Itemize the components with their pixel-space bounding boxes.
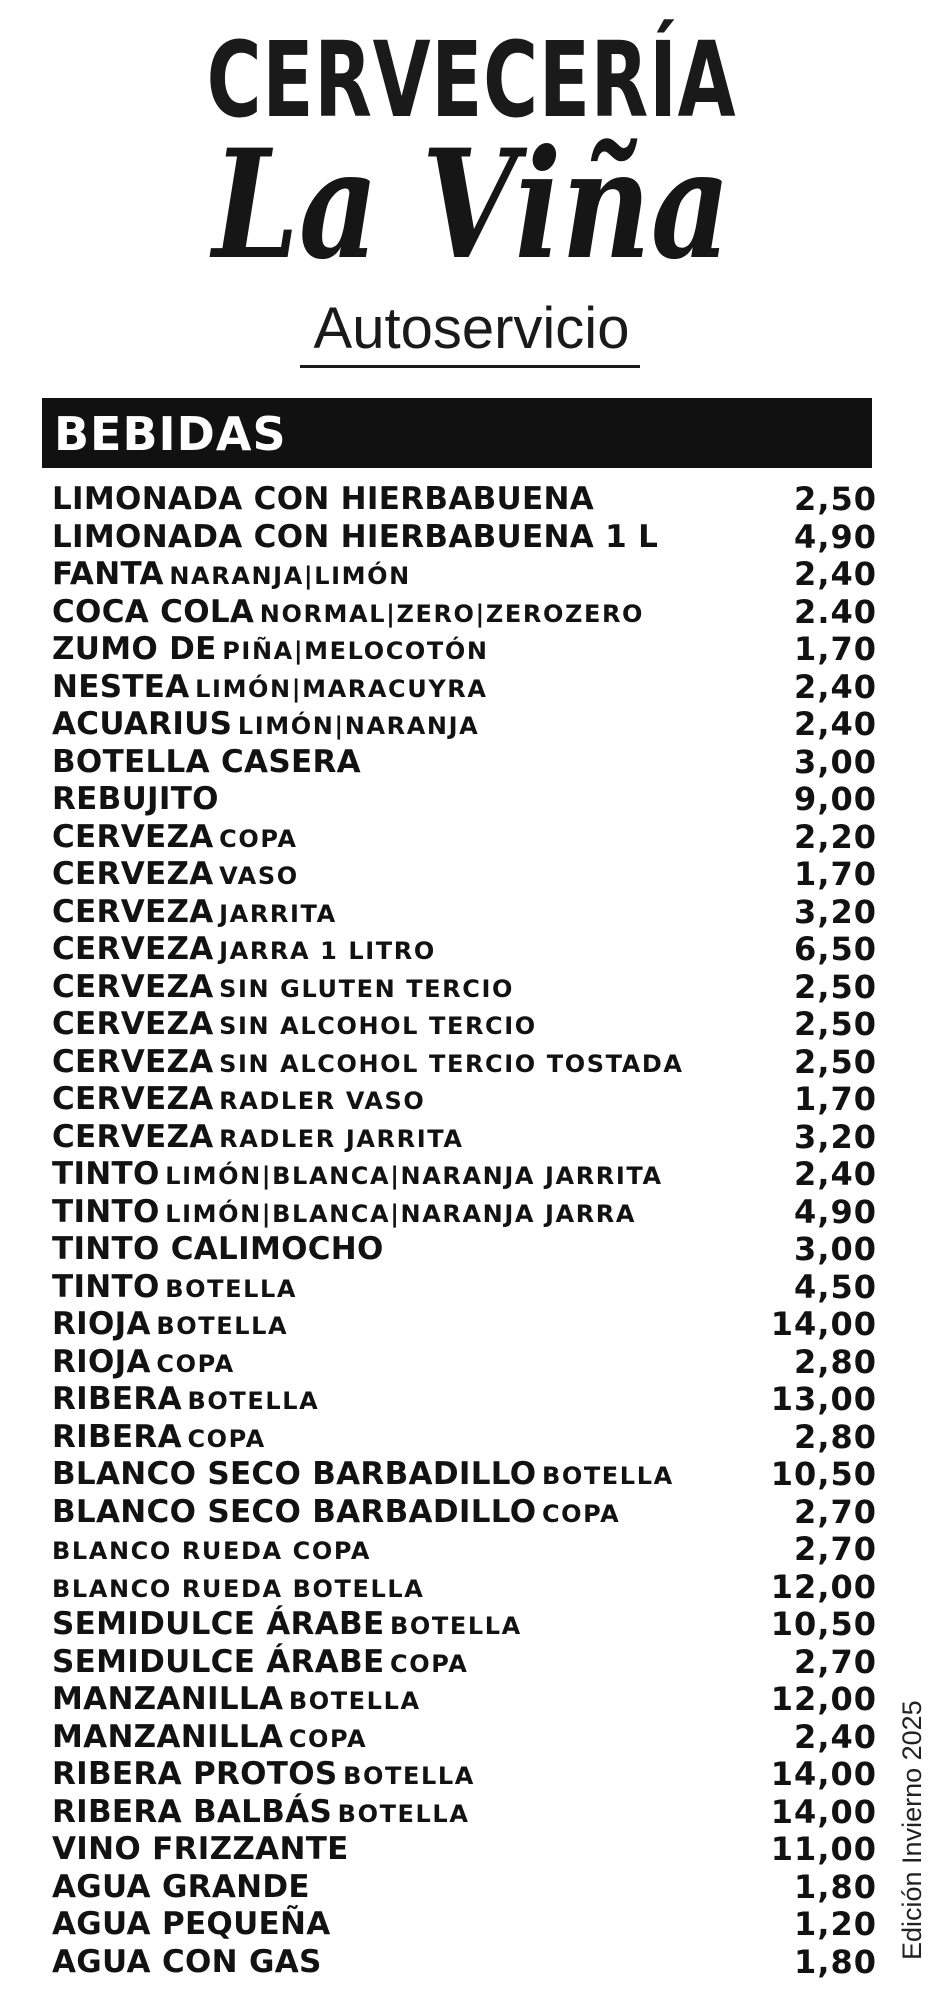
item-name: RIOJA xyxy=(52,1343,151,1380)
item-price: 2,40 xyxy=(794,667,877,706)
item-name: VINO FRIZZANTE xyxy=(52,1831,349,1867)
item-name: NESTEA xyxy=(52,668,190,705)
logo-underline xyxy=(300,365,640,368)
item-variant: COPA xyxy=(541,1499,621,1528)
item-name: CERVEZA xyxy=(52,1118,214,1155)
menu-item xyxy=(52,744,877,782)
item-price: 11,00 xyxy=(770,1830,877,1868)
menu-item xyxy=(52,594,877,632)
item-name: FANTA xyxy=(52,556,164,592)
menu-item xyxy=(52,1419,877,1457)
item-variant: JARRITA xyxy=(219,899,337,928)
item-variant: RADLER VASO xyxy=(219,1087,426,1115)
item-variant: COPA xyxy=(288,1724,368,1753)
menu-item xyxy=(52,481,877,519)
item-variant: COPA xyxy=(219,824,298,853)
item-price: 4,50 xyxy=(794,1267,877,1306)
item-name: TINTO CALIMOCHO xyxy=(52,1231,384,1267)
item-name: LIMONADA CON HIERBABUENA xyxy=(52,481,595,517)
item-price: 1,80 xyxy=(794,1942,877,1981)
logo-cerveceria: CERVECERÍA xyxy=(206,19,737,141)
item-variant: BOTELLA xyxy=(541,1462,674,1490)
item-variant: BOTELLA xyxy=(343,1762,475,1790)
item-price: 2.40 xyxy=(794,592,877,631)
menu-item xyxy=(52,631,877,669)
menu-item xyxy=(52,1644,877,1682)
item-name: CERVEZA xyxy=(52,1081,214,1117)
menu-item xyxy=(52,1531,877,1569)
item-price: 2,70 xyxy=(794,1530,877,1568)
item-name: ACUARIUS xyxy=(52,706,233,742)
item-variant: SIN GLUTEN TERCIO xyxy=(219,974,515,1003)
item-price: 2,80 xyxy=(794,1417,877,1456)
menu-item xyxy=(52,819,877,857)
item-price: 2,40 xyxy=(794,1717,877,1756)
menu-list xyxy=(52,481,877,1981)
item-variant: LIMÓN|MARACUYRA xyxy=(195,674,488,703)
item-variant: BOTELLA xyxy=(288,1687,421,1715)
menu-item xyxy=(52,1381,877,1419)
menu-item xyxy=(52,1681,877,1719)
item-name: MANZANILLA xyxy=(52,1681,284,1717)
item-variant: COPA xyxy=(187,1424,266,1453)
item-variant: BOTELLA xyxy=(337,1799,470,1828)
item-price: 2,50 xyxy=(794,1005,877,1043)
item-price: 14,00 xyxy=(770,1305,877,1343)
item-variant: COPA xyxy=(390,1649,469,1678)
item-price: 3,20 xyxy=(794,892,877,931)
item-variant: JARRA 1 LITRO xyxy=(219,937,436,965)
item-variant: SIN ALCOHOL TERCIO TOSTADA xyxy=(219,1049,684,1078)
menu-item xyxy=(52,894,877,932)
item-variant: BOTELLA xyxy=(165,1274,298,1303)
menu-item xyxy=(52,1606,877,1644)
item-name: RIBERA PROTOS xyxy=(52,1756,338,1792)
logo-la-vina: La Viña xyxy=(212,117,731,293)
item-price: 12,00 xyxy=(770,1680,877,1718)
item-variant: NORMAL|ZERO|ZEROZERO xyxy=(259,599,645,628)
item-price: 2,70 xyxy=(794,1492,877,1531)
item-variant: NARANJA|LIMÓN xyxy=(169,562,411,590)
item-price: 1,80 xyxy=(794,1867,877,1906)
item-price: 2,50 xyxy=(794,1042,877,1081)
menu-item xyxy=(52,1719,877,1757)
item-price: 3,00 xyxy=(794,1230,877,1268)
menu-item xyxy=(52,706,877,744)
menu-item xyxy=(52,1044,877,1082)
logo-autoservicio: Autoservicio xyxy=(313,296,630,361)
item-name: SEMIDULCE ÁRABE xyxy=(52,1643,385,1680)
item-price: 2,40 xyxy=(794,1155,877,1193)
item-name: CERVEZA xyxy=(52,818,214,855)
menu-item xyxy=(52,1756,877,1794)
item-price: 10,50 xyxy=(770,1455,877,1493)
item-name: COCA COLA xyxy=(52,593,255,630)
menu-item xyxy=(52,1831,877,1869)
menu-item xyxy=(52,781,877,819)
menu-item xyxy=(52,1006,877,1044)
item-variant: SIN ALCOHOL TERCIO xyxy=(219,1012,537,1040)
item-name: RIBERA xyxy=(52,1418,182,1455)
menu-item xyxy=(52,1231,877,1269)
item-name: RIOJA xyxy=(52,1306,151,1342)
item-price: 14,00 xyxy=(770,1755,877,1793)
item-price: 3,20 xyxy=(794,1117,877,1156)
item-name: MANZANILLA xyxy=(52,1718,284,1755)
item-name: BOTELLA CASERA xyxy=(52,743,361,780)
item-name: LIMONADA CON HIERBABUENA 1 L xyxy=(52,518,659,555)
item-price: 2,40 xyxy=(794,555,877,593)
item-variant: LIMÓN|NARANJA xyxy=(237,712,480,740)
item-variant: BLANCO RUEDA BOTELLA xyxy=(52,1574,425,1603)
menu-item xyxy=(52,931,877,969)
menu-item xyxy=(52,519,877,557)
section-title-bebidas: BEBIDAS xyxy=(42,398,872,468)
menu-item xyxy=(52,1906,877,1944)
item-variant: COPA xyxy=(156,1349,235,1378)
item-name: BLANCO SECO BARBADILLO xyxy=(52,1456,537,1492)
item-name: CERVEZA xyxy=(52,1043,214,1080)
item-variant: LIMÓN|BLANCA|NARANJA JARRA xyxy=(165,1199,637,1228)
menu-item xyxy=(52,669,877,707)
item-price: 4,90 xyxy=(794,517,877,556)
menu-item xyxy=(52,556,877,594)
menu-item xyxy=(52,1869,877,1907)
item-name: AGUA GRANDE xyxy=(52,1868,310,1905)
item-price: 1,20 xyxy=(794,1905,877,1943)
item-variant: VASO xyxy=(219,862,299,890)
item-price: 2,40 xyxy=(794,705,877,743)
menu-item xyxy=(52,1119,877,1157)
item-price: 13,00 xyxy=(770,1380,877,1418)
menu-item xyxy=(52,856,877,894)
item-name: TINTO xyxy=(52,1193,160,1230)
menu-item xyxy=(52,1306,877,1344)
item-price: 2,50 xyxy=(794,967,877,1006)
item-price: 10,50 xyxy=(770,1605,877,1643)
item-variant: BOTELLA xyxy=(156,1312,289,1340)
item-variant: BOTELLA xyxy=(187,1387,320,1415)
item-price: 1,70 xyxy=(794,855,877,893)
menu-item xyxy=(52,1569,877,1607)
menu-item xyxy=(52,1194,877,1232)
item-variant: PIÑA|MELOCOTÓN xyxy=(222,637,489,665)
menu-item xyxy=(52,1794,877,1832)
item-price: 2,20 xyxy=(794,817,877,856)
menu-item xyxy=(52,1456,877,1494)
menu-item xyxy=(52,1944,877,1982)
item-name: AGUA PEQUEÑA xyxy=(52,1906,331,1942)
item-price: 6,50 xyxy=(794,930,877,968)
item-variant: BLANCO RUEDA COPA xyxy=(52,1537,372,1565)
item-name: CERVEZA xyxy=(52,856,214,892)
item-price: 1,70 xyxy=(794,1080,877,1118)
item-name: AGUA CON GAS xyxy=(52,1943,322,1980)
item-price: 3,00 xyxy=(794,742,877,781)
item-name: SEMIDULCE ÁRABE xyxy=(52,1606,385,1642)
brand-logo xyxy=(0,0,943,380)
item-name: TINTO xyxy=(52,1156,160,1192)
menu-item xyxy=(52,1344,877,1382)
item-name: RIBERA BALBÁS xyxy=(52,1793,333,1830)
item-name: TINTO xyxy=(52,1268,160,1305)
item-name: CERVEZA xyxy=(52,893,214,930)
menu-item xyxy=(52,1269,877,1307)
item-price: 12,00 xyxy=(770,1567,877,1606)
item-price: 2,70 xyxy=(794,1642,877,1681)
item-price: 14,00 xyxy=(770,1792,877,1831)
item-name: CERVEZA xyxy=(52,931,214,967)
item-name: BLANCO SECO BARBADILLO xyxy=(52,1493,537,1530)
menu-item xyxy=(52,969,877,1007)
item-price: 1,70 xyxy=(794,630,877,668)
item-name: REBUJITO xyxy=(52,781,219,817)
item-name: CERVEZA xyxy=(52,1006,214,1042)
item-name: ZUMO DE xyxy=(52,631,217,667)
menu-item xyxy=(52,1494,877,1532)
item-variant: LIMÓN|BLANCA|NARANJA JARRITA xyxy=(165,1162,663,1190)
item-price: 4,90 xyxy=(794,1192,877,1231)
item-name: RIBERA xyxy=(52,1381,182,1417)
item-name: CERVEZA xyxy=(52,968,214,1005)
menu-item xyxy=(52,1156,877,1194)
item-price: 2,80 xyxy=(794,1342,877,1381)
item-variant: BOTELLA xyxy=(390,1612,522,1640)
menu-item xyxy=(52,1081,877,1119)
item-price: 9,00 xyxy=(794,780,877,818)
item-price: 2,50 xyxy=(794,480,877,518)
edition-label: Edición Invierno 2025 xyxy=(897,1700,927,1960)
item-variant: RADLER JARRITA xyxy=(219,1124,464,1153)
